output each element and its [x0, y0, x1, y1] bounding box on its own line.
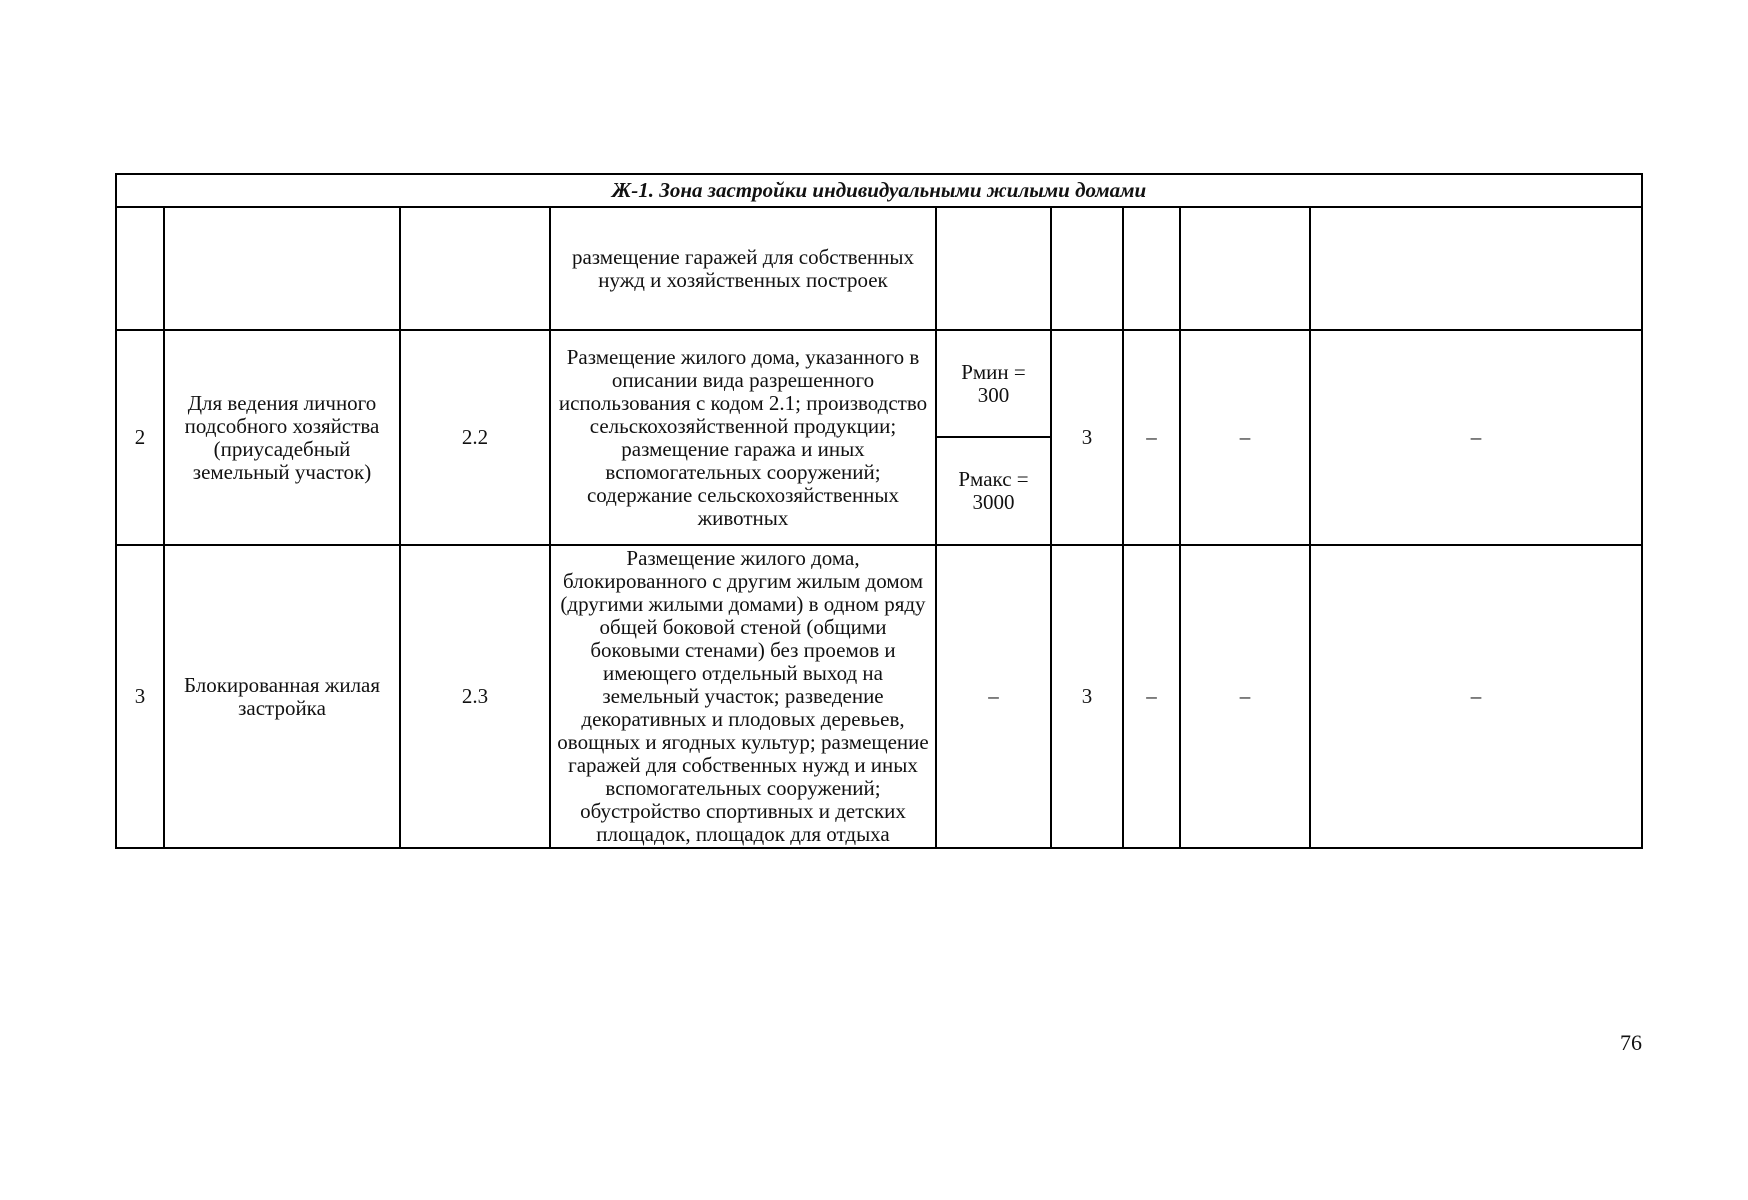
col9-cell: – — [1310, 545, 1642, 848]
col8-cell: – — [1180, 330, 1310, 545]
col9-cell: – — [1310, 330, 1642, 545]
zone-title-row — [116, 174, 1642, 207]
table-row — [116, 545, 1642, 848]
continuation-floors-cell — [1051, 207, 1123, 330]
row-number-cell: 2 — [116, 330, 164, 545]
continuation-code-cell — [400, 207, 550, 330]
zone-title: Ж-1. Зона застройки индивидуальными жилыми домами — [116, 174, 1642, 207]
land-use-description-cell: Размещение жилого дома, указанного в описании вида разрешенного использования с кодом 2.1; производство сельскохозяйственной продукции; размещение гаража и иных вспомогательных сооружений; содержание сельскохозяйственных животных — [550, 330, 936, 545]
area-min-cell: Рмин = 300 — [936, 330, 1051, 437]
continuation-description-cell: размещение гаражей для собственных нужд и хозяйственных построек — [550, 207, 936, 330]
land-use-name-cell: Блокированная жилая застройка — [164, 545, 400, 848]
land-use-code-cell: 2.2 — [400, 330, 550, 545]
land-use-code-cell: 2.3 — [400, 545, 550, 848]
page-number: 76 — [1620, 1030, 1642, 1055]
zone-regulations-table — [115, 173, 1643, 849]
floors-cell: 3 — [1051, 545, 1123, 848]
table-row — [116, 330, 1642, 437]
continuation-name-cell — [164, 207, 400, 330]
col7-cell: – — [1123, 545, 1180, 848]
land-use-name-cell: Для ведения личного подсобного хозяйства (приусадебный земельный участок) — [164, 330, 400, 545]
col7-cell: – — [1123, 330, 1180, 545]
continuation-area-cell — [936, 207, 1051, 330]
continuation-col9-cell — [1310, 207, 1642, 330]
row-number-cell: 3 — [116, 545, 164, 848]
area-cell: – — [936, 545, 1051, 848]
continuation-number-cell — [116, 207, 164, 330]
continuation-col7-cell — [1123, 207, 1180, 330]
col8-cell: – — [1180, 545, 1310, 848]
land-use-description-cell: Размещение жилого дома, блокированного с другим жилым домом (другими жилыми домами) в одном ряду общей боковой стеной (общими боковыми стенами) без проемов и имеющего отдельный выход на земельный участок; разведение декоративных и плодовых деревьев, овощных и ягодных культур; размещение гаражей для собственных нужд и иных вспомогательных сооружений; обустройство спортивных и детских площадок, площадок для отдыха — [550, 545, 936, 848]
continuation-row — [116, 207, 1642, 330]
continuation-col8-cell — [1180, 207, 1310, 330]
area-max-cell: Рмакс = 3000 — [936, 437, 1051, 545]
floors-cell: 3 — [1051, 330, 1123, 545]
